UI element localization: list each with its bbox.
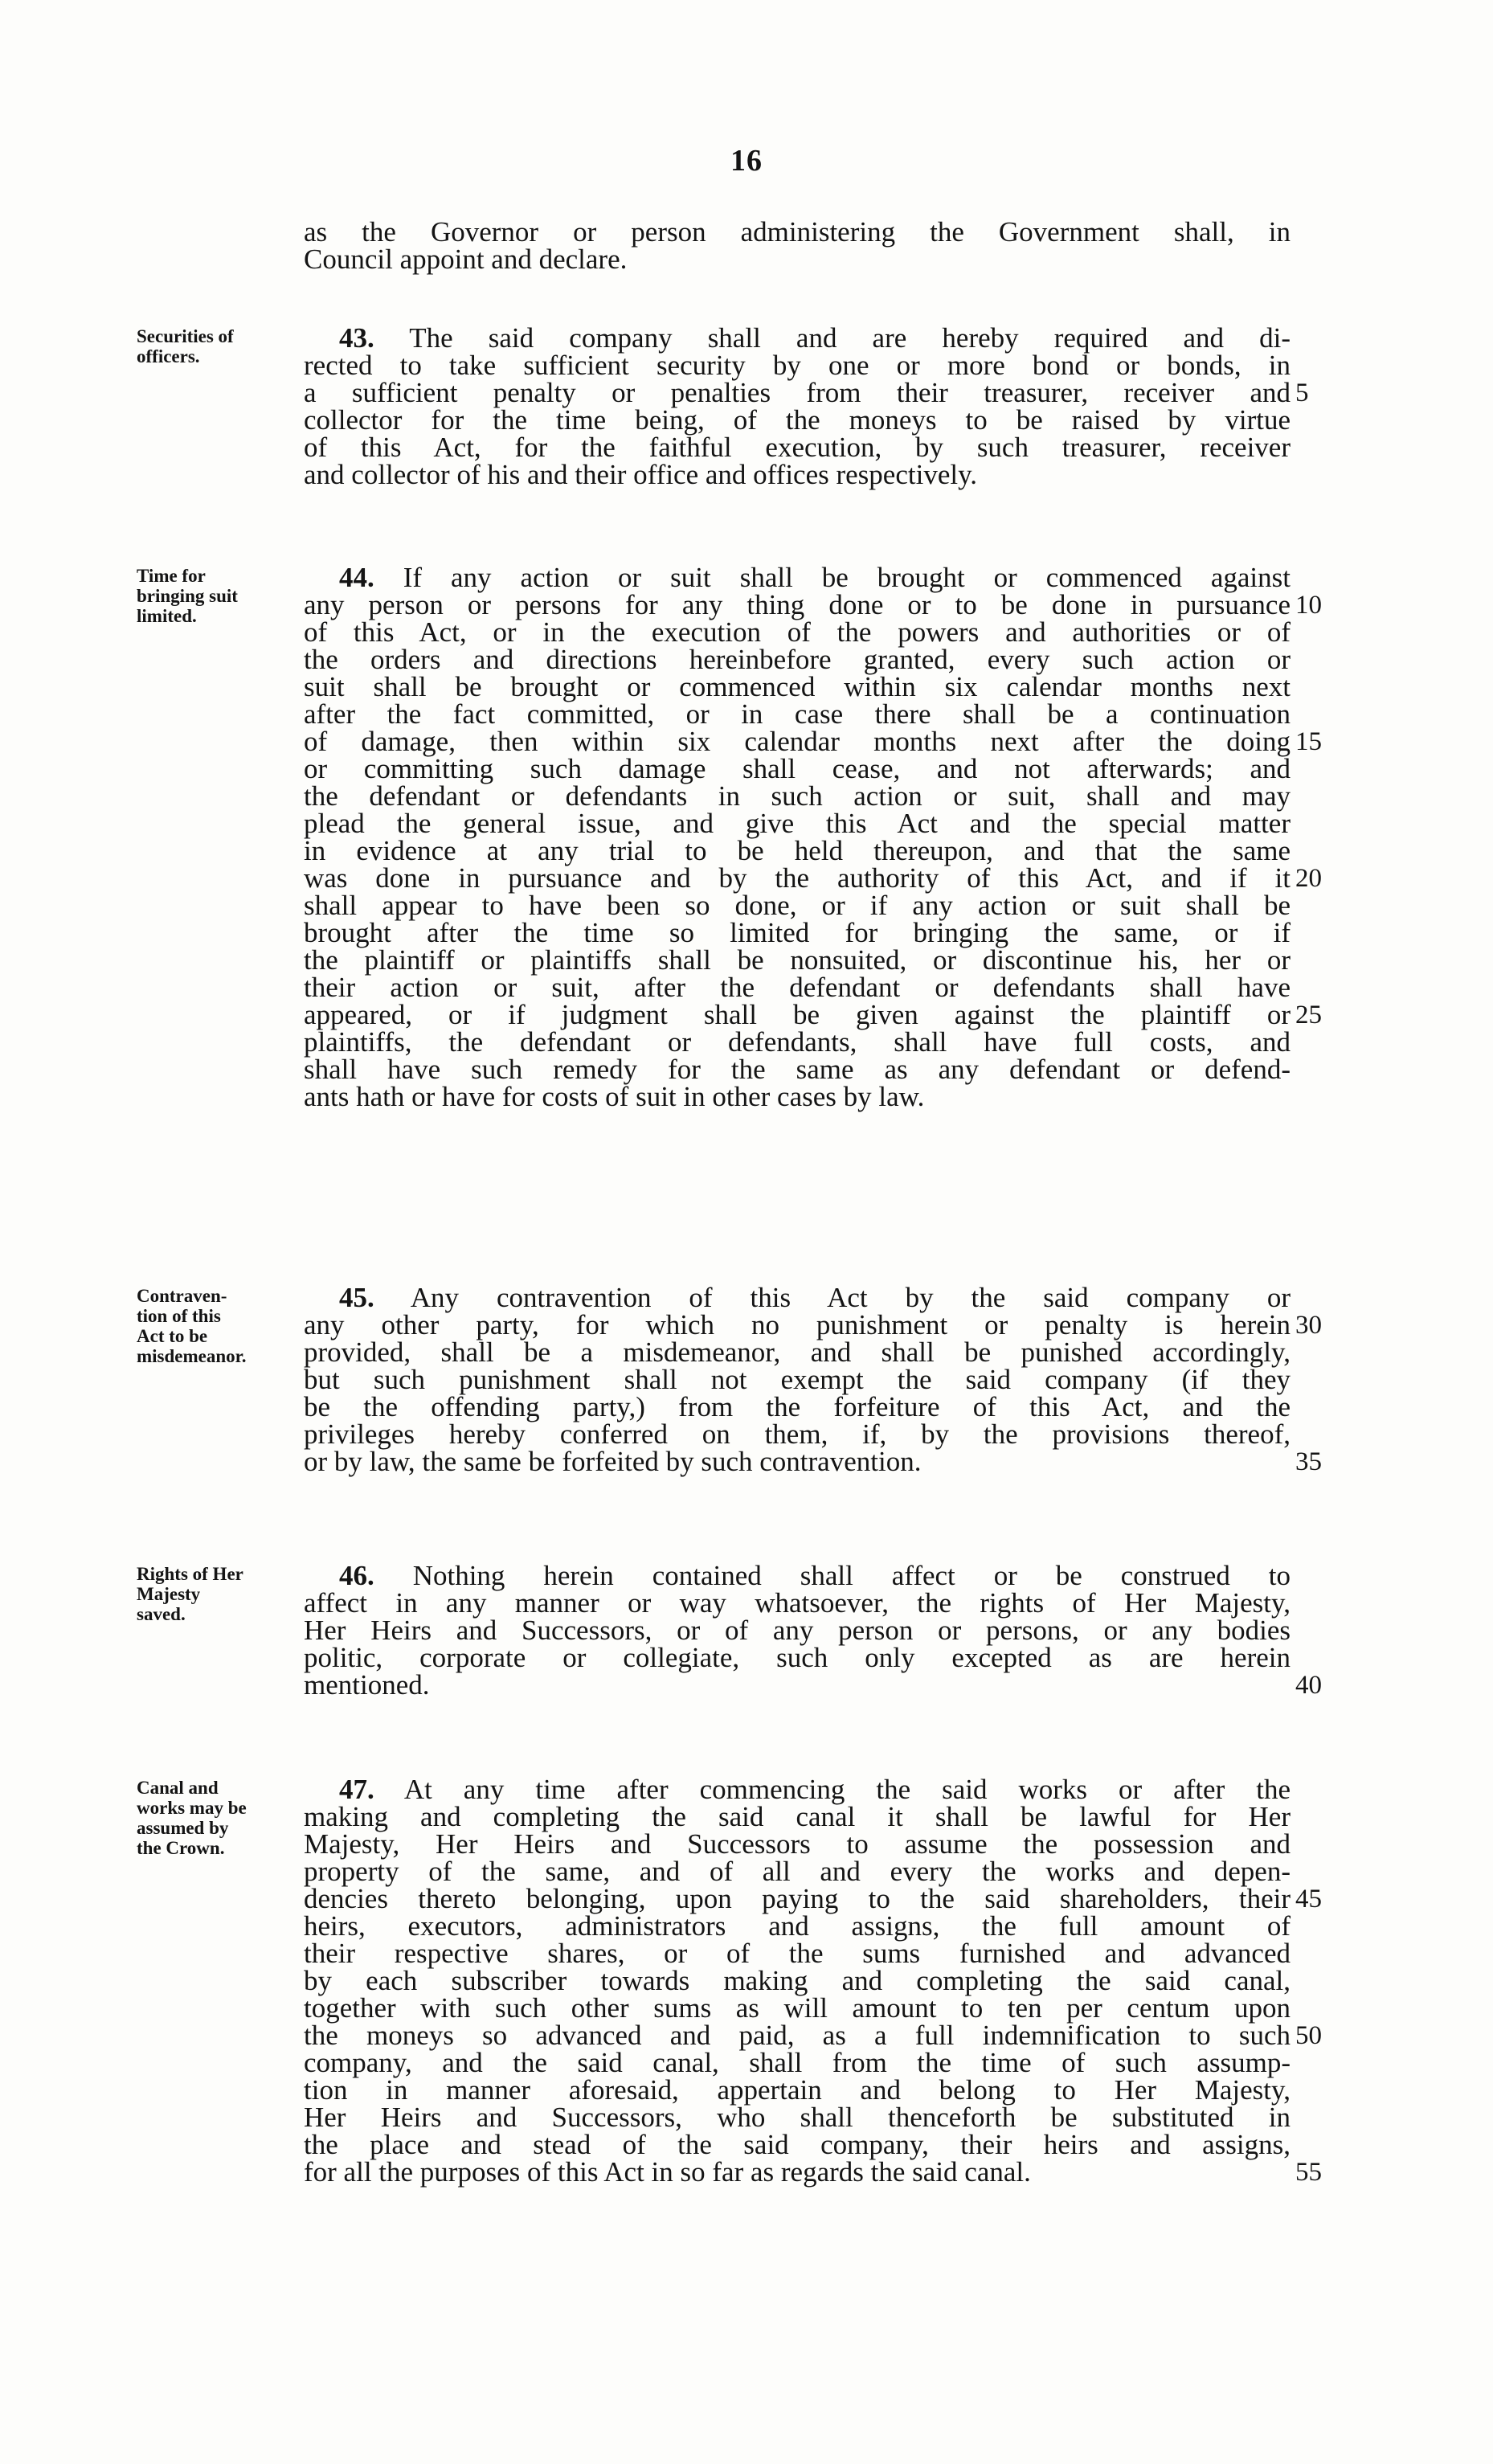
margin-note-line: Majesty — [137, 1584, 201, 1604]
text-line — [304, 1336, 1291, 1368]
margin-note-line: misdemeanor. — [137, 1346, 247, 1366]
text-line — [304, 2104, 1291, 2131]
text-line — [304, 1803, 1291, 1831]
line-text: The said company shall and are hereby required and di- — [409, 322, 1291, 354]
margin-note-line: officers. — [137, 346, 200, 366]
line-text: the orders and directions hereinbefore granted, every such action or — [304, 644, 1291, 675]
text-line — [304, 1562, 1291, 1590]
text-line — [304, 1309, 1322, 1340]
text-line — [304, 646, 1291, 673]
line-text: shall appear to have been so done, or if any action or suit shall be — [304, 890, 1291, 921]
line-number: 10 — [1295, 591, 1322, 620]
line-text: of this Act, or in the execution of the powers and authorities or of — [304, 616, 1291, 648]
line-number: 35 — [1295, 1447, 1322, 1476]
line-text: but such punishment shall not exempt the said company (if they — [304, 1364, 1291, 1395]
margin-note-line: Act to be — [137, 1326, 208, 1346]
line-text: Majesty, Her Heirs and Successors to assume the possession and — [304, 1828, 1291, 1860]
margin-note-s46 — [137, 1564, 297, 1624]
line-text: collector for the time being, of the moneys to be raised by virtue — [304, 404, 1291, 436]
text-line — [304, 1366, 1291, 1394]
section-s47 — [304, 1774, 1322, 2188]
line-number: 55 — [1295, 2158, 1322, 2187]
line-text: any other party, for which no punishment or penalty is herein — [304, 1309, 1291, 1340]
line-text: their action or suit, after the defendant or defendants shall have — [304, 972, 1291, 1003]
line-text: of damage, then within six calendar months next after the doing — [304, 726, 1291, 757]
text-line — [304, 564, 1291, 591]
text-line — [304, 837, 1291, 865]
text-line — [304, 1083, 1291, 1111]
line-text: suit shall be brought or commenced within six calendar months next — [304, 671, 1291, 702]
text-line — [304, 1056, 1291, 1083]
margin-note-s45 — [137, 1286, 297, 1366]
line-text: the plaintiff or plaintiffs shall be nonsuited, or discontinue his, her or — [304, 944, 1291, 976]
line-text: a sufficient penalty or penalties from their treasurer, receiver and — [304, 377, 1291, 408]
line-text: rected to take sufficient security by one or more bond or bonds, in — [304, 350, 1291, 381]
line-text: as the Governor or person administering the Government shall, in — [304, 216, 1291, 248]
line-text: appeared, or if judgment shall be given against the plaintiff or — [304, 999, 1291, 1030]
line-text: together with such other sums as will amount to ten per centum upon — [304, 1992, 1291, 2024]
text-line — [304, 404, 1291, 436]
text-line — [304, 974, 1291, 1001]
page-number: 16 — [730, 144, 763, 178]
text-line — [304, 2049, 1291, 2077]
text-line — [304, 1776, 1291, 1803]
line-text: Any contravention of this Act by the said company or — [410, 1282, 1291, 1313]
line-text: or by law, the same be forfeited by such contravention. — [304, 1446, 922, 1477]
line-text: their respective shares, or of the sums furnished and advanced — [304, 1938, 1291, 1969]
line-text: At any time after commencing the said works or after the — [403, 1774, 1291, 1805]
text-line — [304, 352, 1291, 379]
section-s44 — [304, 562, 1322, 1112]
text-line — [304, 755, 1291, 783]
line-text: the place and stead of the said company, their heirs and assigns, — [304, 2129, 1291, 2160]
text-line — [304, 1391, 1291, 1422]
text-line — [304, 726, 1322, 757]
line-text: Her Heirs and Successors, or of any person or persons, or any bodies — [304, 1615, 1291, 1646]
margin-note-line: bringing suit — [137, 586, 238, 606]
intro-paragraph — [304, 216, 1291, 275]
line-text: after the fact committed, or in case there shall be a continuation — [304, 698, 1291, 730]
section-s46 — [304, 1560, 1322, 1701]
text-line — [304, 1284, 1291, 1312]
text-line — [304, 1992, 1291, 2024]
text-line — [304, 1446, 1322, 1477]
text-line — [304, 1617, 1291, 1644]
section-number: 43. — [339, 322, 374, 354]
section-number: 45. — [339, 1282, 374, 1313]
margin-note-line: limited. — [137, 606, 197, 626]
margin-note-line: Time for — [137, 566, 206, 586]
text-line — [304, 1644, 1291, 1672]
margin-note-line: the Crown. — [137, 1838, 225, 1858]
text-line — [304, 919, 1291, 947]
line-text: Nothing herein contained shall affect or be construed to — [412, 1560, 1291, 1591]
text-line — [304, 1858, 1291, 1885]
text-line — [304, 434, 1291, 461]
line-text: plead the general issue, and give this Act and the special matter — [304, 808, 1291, 839]
line-text: mentioned. — [304, 1669, 430, 1701]
text-line — [304, 1883, 1322, 1914]
line-number: 15 — [1295, 727, 1322, 756]
line-text: heirs, executors, administrators and assigns, the full amount of — [304, 1910, 1291, 1942]
section-number: 46. — [339, 1560, 374, 1591]
line-number: 20 — [1295, 864, 1322, 893]
line-text: dencies thereto belonging, upon paying to the said shareholders, their — [304, 1883, 1291, 1914]
margin-note-line: Rights of Her — [137, 1564, 243, 1584]
line-number: 45 — [1295, 1885, 1322, 1913]
text-line — [304, 589, 1322, 620]
margin-note-s44 — [137, 566, 297, 626]
margin-note-line: assumed by — [137, 1818, 229, 1838]
text-line — [304, 698, 1291, 730]
line-number: 50 — [1295, 2021, 1322, 2050]
line-text: brought after the time so limited for bringing the same, or if — [304, 917, 1291, 948]
line-text: tion in manner aforesaid, appertain and belong to Her Majesty, — [304, 2074, 1291, 2106]
text-line — [304, 892, 1291, 919]
margin-note-line: Securities of — [137, 326, 234, 346]
text-line — [304, 322, 1291, 354]
text-line — [304, 1418, 1291, 1450]
margin-note-s47 — [137, 1778, 297, 1858]
line-text: and collector of his and their office and offices respectively. — [304, 459, 978, 490]
margin-note-s43 — [137, 326, 297, 366]
text-line — [304, 377, 1309, 408]
text-line — [304, 2156, 1322, 2188]
text-line — [304, 862, 1322, 894]
text-line — [304, 1587, 1291, 1619]
text-line — [304, 1828, 1291, 1860]
line-text: privileges hereby conferred on them, if, by the provisions thereof, — [304, 1418, 1291, 1450]
text-line — [304, 2020, 1322, 2051]
section-number: 44. — [339, 562, 374, 593]
line-text: property of the same, and of all and every the works and depen- — [304, 1856, 1291, 1887]
text-line — [304, 1669, 1322, 1701]
line-text: politic, corporate or collegiate, such only excepted as are herein — [304, 1642, 1291, 1673]
line-text: plaintiffs, the defendant or defendants, shall have full costs, and — [304, 1026, 1291, 1058]
section-number: 47. — [339, 1774, 374, 1805]
line-text: in evidence at any trial to be held thereupon, and that the same — [304, 835, 1291, 866]
text-line — [304, 1940, 1291, 1967]
line-text: or committing such damage shall cease, and not afterwards; and — [304, 753, 1291, 784]
line-text: shall have such remedy for the same as any defendant or defend- — [304, 1054, 1291, 1085]
text-line — [304, 246, 1291, 273]
line-text: company, and the said canal, shall from the time of such assump- — [304, 2047, 1291, 2078]
line-text: provided, shall be a misdemeanor, and shall be punished accordingly, — [304, 1336, 1291, 1368]
margin-note-line: works may be — [137, 1798, 247, 1818]
text-line — [304, 616, 1291, 648]
line-number: 5 — [1295, 379, 1309, 407]
text-line — [304, 810, 1291, 837]
line-text: affect in any manner or way whatsoever, the rights of Her Majesty, — [304, 1587, 1291, 1619]
line-text: of this Act, for the faithful execution, by such treasurer, receiver — [304, 432, 1291, 463]
line-text: Her Heirs and Successors, who shall thenceforth be substituted in — [304, 2102, 1291, 2133]
line-text: any person or persons for any thing done or to be done in pursuance — [304, 589, 1291, 620]
margin-note-line: Canal and — [137, 1778, 219, 1798]
text-line — [304, 944, 1291, 976]
line-text: for all the purposes of this Act in so far as regards the said canal. — [304, 2156, 1031, 2188]
text-line — [304, 2131, 1291, 2159]
text-line — [304, 1967, 1291, 1995]
margin-note-line: tion of this — [137, 1306, 221, 1326]
section-s45 — [304, 1282, 1322, 1477]
line-text: be the offending party,) from the forfeiture of this Act, and the — [304, 1391, 1291, 1422]
line-number: 40 — [1295, 1671, 1322, 1700]
text-line — [304, 216, 1291, 248]
line-text: the defendant or defendants in such action or suit, shall and may — [304, 780, 1291, 812]
line-text: Council appoint and declare. — [304, 244, 628, 275]
margin-note-line: Contraven- — [137, 1286, 227, 1306]
line-text: making and completing the said canal it shall be lawful for Her — [304, 1801, 1291, 1832]
text-line — [304, 461, 1291, 489]
section-s43 — [304, 322, 1309, 490]
text-line — [304, 1026, 1291, 1058]
line-number: 25 — [1295, 1001, 1322, 1029]
text-line — [304, 780, 1291, 812]
margin-note-line: saved. — [137, 1604, 186, 1624]
line-text: was done in pursuance and by the authority of this Act, and if it — [304, 862, 1291, 894]
line-text: If any action or suit shall be brought or commenced against — [403, 562, 1291, 593]
line-text: by each subscriber towards making and completing the said canal, — [304, 1965, 1291, 1996]
line-text: ants hath or have for costs of suit in other cases by law. — [304, 1081, 925, 1112]
line-text: the moneys so advanced and paid, as a full indemnification to such — [304, 2020, 1291, 2051]
text-line — [304, 2074, 1291, 2106]
text-line — [304, 673, 1291, 701]
text-line — [304, 999, 1322, 1030]
line-number: 30 — [1295, 1311, 1322, 1340]
text-line — [304, 1910, 1291, 1942]
